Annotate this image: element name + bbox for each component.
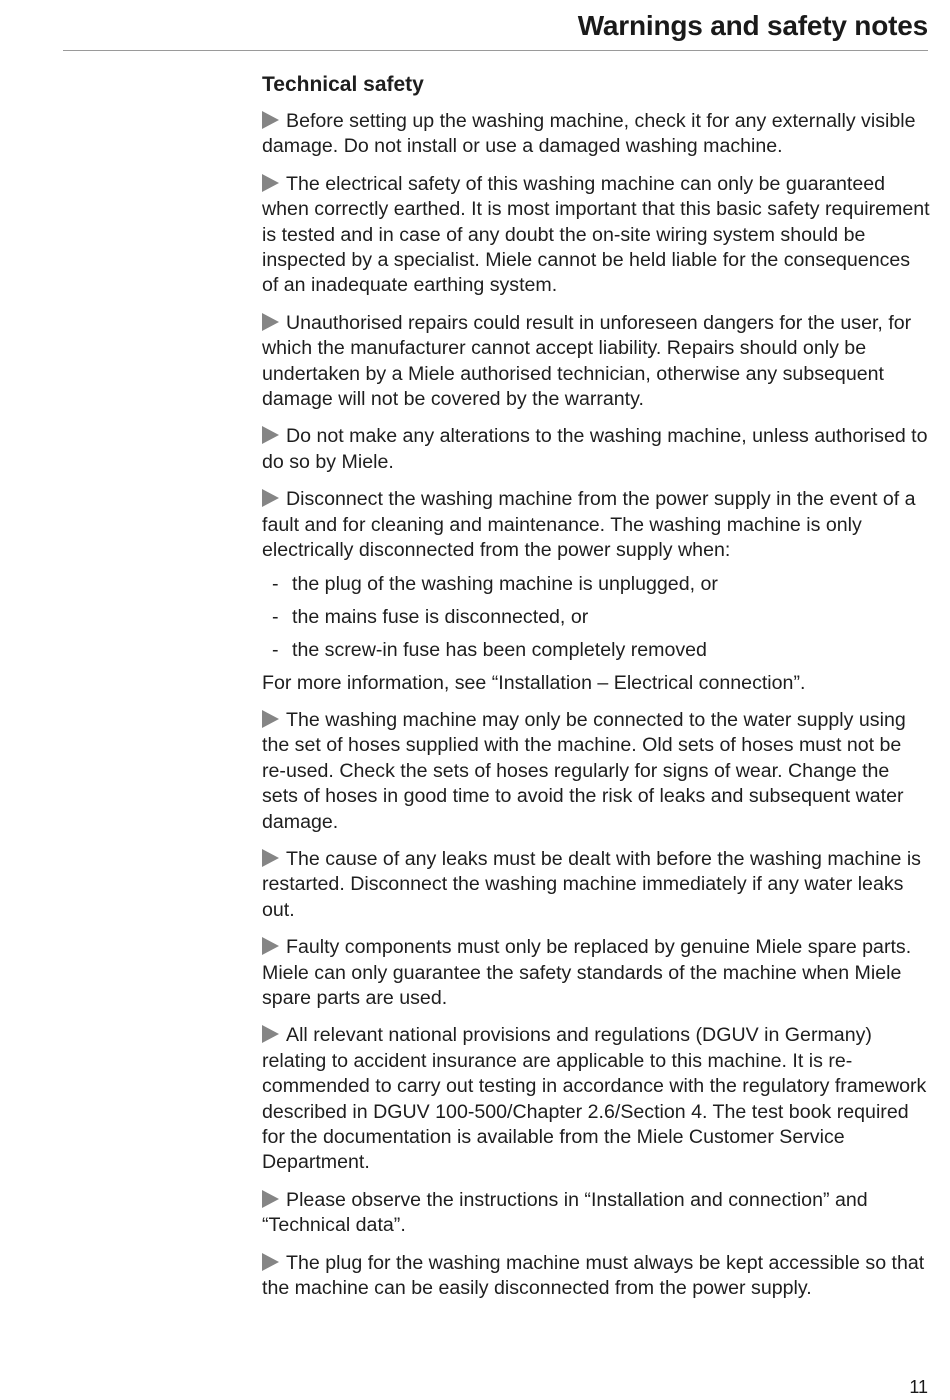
warning-item [262,935,930,1011]
triangle-right-icon [262,313,279,331]
warning-text: Before setting up the washing machine, check it for any externally visible damage. Do not install or use a damaged washing machine. [262,110,916,158]
warning-item [262,1188,930,1239]
triangle-right-icon [262,426,279,444]
warning-text: The plug for the washing machine must always be kept accessible so that the machine can be easily disconnected from the power supply. [262,1251,925,1300]
warning-text: The electrical safety of this washing machine can only be guaranteed when correctly earthed. It is most important that this basic safety requirement is tested and in case of any doubt the on-site wiring system should be inspected by a specialist. Miele cannot be held liable for the consequences of an inadequate earthing system. [262,172,930,297]
warning-text: Disconnect the washing machine from the power supply in the event of a fault and for cleaning and maintenance. The washing machine is only electrically disconnected from the power supply when: [262,488,916,562]
warning-text: The washing machine may only be connected to the water supply using the set of hoses supplied with the machine. Old sets of hoses must not be re-used. Check the sets of hoses regularly for signs of wear. Change the sets of hoses in good time to avoid the risk of leaks and subsequent water damage. [262,708,906,833]
dash-marker: - [272,638,279,661]
triangle-right-icon [262,937,279,955]
header-divider [63,50,928,51]
main-content [262,72,930,1313]
list-item-text: the mains fuse is disconnected, or [292,605,589,628]
warning-item [262,109,930,160]
warning-item [262,487,930,563]
triangle-right-icon [262,111,279,129]
warning-item [262,1251,930,1302]
warning-text: Please observe the instructions in “Installation and connection” and “Technical data”. [262,1188,868,1237]
list-item [262,605,930,630]
warning-item [262,172,930,299]
page-header-title: Warnings and safety notes [577,10,928,41]
triangle-right-icon [262,1253,279,1271]
disconnect-conditions-list [262,572,930,663]
warning-item [262,424,930,475]
list-item [262,638,930,663]
list-item-text: the screw-in fuse has been completely removed [292,638,707,661]
warning-text: All relevant national provisions and regulations (DGUV in Germany) relating to accident insurance are applicable to this machine. It is recommended to carry out testing in accordance with the regulatory framework described in DGUV 100-500/Chapter 2.6/Section 4. The test book required for the documentation is available from the Miele Customer Service Department. [262,1024,927,1174]
list-item-text: the plug of the washing machine is unplugged, or [292,572,718,595]
warning-item [262,311,930,413]
more-info-note: For more information, see “Installation – Electrical connection”. [262,671,806,694]
warning-text: Faulty components must only be replaced by genuine Miele spare parts. Miele can only guarantee the safety standards of the machine when Miele spare parts are used. [262,936,912,1009]
list-item [262,572,930,597]
warning-item [262,708,930,835]
triangle-right-icon [262,849,279,867]
triangle-right-icon [262,1190,279,1208]
dash-marker: - [272,605,279,628]
warning-item [262,847,930,923]
warning-item [262,1023,930,1175]
triangle-right-icon [262,174,279,192]
triangle-right-icon [262,1025,279,1043]
section-title: Technical safety [262,73,424,96]
triangle-right-icon [262,710,279,728]
page-number: 11 [909,1377,928,1397]
triangle-right-icon [262,489,279,507]
dash-marker: - [272,572,279,595]
warning-text: Do not make any alterations to the washing machine, unless authorised to do so by Miele. [262,425,928,473]
warning-text: Unauthorised repairs could result in unforeseen dangers for the user, for which the manufacturer cannot accept liability. Repairs should only be undertaken by a Miele authorised technician, otherwise any subsequent damage will not be covered by the warranty. [262,311,912,411]
warning-text: The cause of any leaks must be dealt with before the washing machine is restarted. Disconnect the washing machine immediately if any water leaks out. [262,847,921,921]
